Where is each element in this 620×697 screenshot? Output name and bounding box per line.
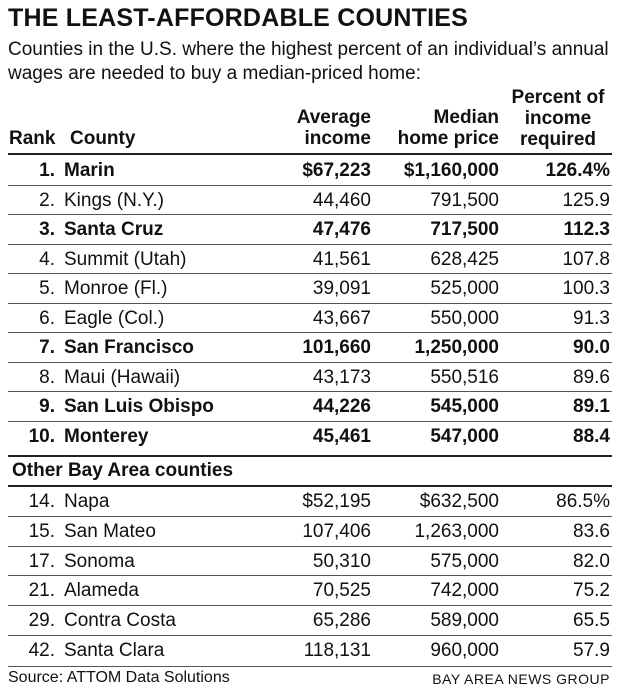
- income-cell: 101,660: [302, 337, 371, 358]
- table-row: [0, 422, 620, 452]
- pct-cell: 90.0: [573, 337, 610, 358]
- price-cell: 525,000: [430, 278, 499, 299]
- chart-title: THE LEAST-AFFORDABLE COUNTIES: [8, 4, 468, 32]
- section-rule: [8, 455, 612, 457]
- income-cell: 39,091: [312, 278, 371, 299]
- header-rank: Rank: [9, 128, 56, 149]
- pct-cell: 82.0: [573, 550, 610, 572]
- pct-cell: 107.8: [562, 248, 610, 270]
- county-cell: Maui (Hawaii): [64, 366, 181, 388]
- section-label: Other Bay Area counties: [12, 460, 234, 481]
- county-cell: Monroe (Fl.): [64, 278, 168, 299]
- pct-cell: 126.4%: [545, 160, 610, 181]
- rank-cell: 4.: [39, 248, 55, 270]
- pct-cell: 100.3: [562, 278, 610, 299]
- rank-cell: 2.: [39, 189, 55, 211]
- price-cell: 1,250,000: [414, 337, 499, 358]
- pct-cell: 75.2: [573, 580, 610, 602]
- header-percent-required: Percent of income required: [511, 87, 605, 150]
- income-cell: 50,310: [312, 550, 371, 572]
- income-cell: 43,173: [312, 366, 371, 388]
- rank-cell: 9.: [39, 396, 55, 417]
- table-row: [0, 487, 620, 517]
- pct-cell: 86.5%: [556, 491, 610, 512]
- price-cell: $632,500: [419, 491, 499, 512]
- rank-cell: 5.: [39, 278, 55, 299]
- income-cell: $52,195: [302, 491, 371, 512]
- county-cell: Marin: [64, 160, 115, 181]
- income-cell: 41,561: [312, 248, 371, 270]
- county-cell: Contra Costa: [64, 610, 176, 632]
- price-cell: 550,000: [430, 307, 499, 329]
- pct-cell: 65.5: [573, 610, 610, 632]
- price-cell: 547,000: [430, 425, 499, 447]
- rank-cell: 8.: [39, 366, 55, 388]
- price-cell: 791,500: [430, 189, 499, 211]
- table-row: [0, 363, 620, 393]
- rank-cell: 3.: [39, 219, 55, 240]
- price-cell: 1,263,000: [414, 520, 499, 542]
- income-cell: 118,131: [303, 640, 371, 661]
- income-cell: 70,525: [312, 580, 371, 602]
- rank-cell: 1.: [39, 160, 55, 181]
- table-row: [0, 576, 620, 606]
- county-cell: Monterey: [64, 425, 149, 447]
- table-row: [0, 333, 620, 363]
- credit-line: BAY AREA NEWS GROUP: [432, 671, 610, 687]
- income-cell: $67,223: [302, 160, 371, 181]
- pct-cell: 125.9: [562, 189, 610, 211]
- pct-cell: 89.1: [573, 396, 610, 417]
- rank-cell: 29.: [28, 610, 55, 632]
- table-row: [0, 245, 620, 275]
- price-cell: 960,000: [430, 640, 499, 661]
- price-cell: 550,516: [430, 366, 499, 388]
- price-cell: 717,500: [430, 219, 499, 240]
- income-cell: 65,286: [312, 610, 371, 632]
- rank-cell: 42.: [28, 640, 55, 661]
- rank-cell: 15.: [28, 520, 55, 542]
- table-row: [0, 517, 620, 547]
- county-cell: Napa: [64, 491, 110, 512]
- section-rule: [8, 666, 612, 667]
- table-row: [0, 186, 620, 216]
- table-row: [0, 636, 620, 666]
- section-rule: [8, 485, 612, 487]
- rank-cell: 7.: [39, 337, 55, 358]
- table-row: [0, 274, 620, 304]
- rank-cell: 21.: [28, 580, 55, 602]
- pct-cell: 83.6: [573, 520, 610, 542]
- county-cell: San Luis Obispo: [64, 396, 214, 417]
- income-cell: 43,667: [312, 307, 371, 329]
- table-row: [0, 304, 620, 334]
- header-rule: [8, 153, 612, 155]
- pct-cell: 91.3: [573, 307, 610, 329]
- price-cell: 545,000: [430, 396, 499, 417]
- price-cell: 575,000: [430, 550, 499, 572]
- header-median-home-price: Median home price: [397, 107, 499, 149]
- header-county: County: [70, 128, 136, 149]
- income-cell: 44,460: [312, 189, 371, 211]
- income-cell: 107,406: [302, 520, 371, 542]
- county-cell: Santa Clara: [64, 640, 165, 661]
- rank-cell: 6.: [39, 307, 55, 329]
- county-cell: Eagle (Col.): [64, 307, 165, 329]
- table-row: [0, 392, 620, 422]
- pct-cell: 89.6: [573, 366, 610, 388]
- pct-cell: 88.4: [573, 425, 610, 447]
- income-cell: 45,461: [312, 425, 371, 447]
- table-row: [0, 606, 620, 636]
- county-cell: Santa Cruz: [64, 219, 164, 240]
- income-cell: 47,476: [312, 219, 371, 240]
- price-cell: 628,425: [430, 248, 499, 270]
- table-row: [0, 215, 620, 245]
- pct-cell: 57.9: [573, 640, 610, 661]
- source-note: Source: ATTOM Data Solutions: [8, 669, 230, 686]
- rank-cell: 10.: [28, 425, 55, 447]
- county-cell: San Mateo: [64, 520, 156, 542]
- county-cell: San Francisco: [64, 337, 194, 358]
- county-cell: Summit (Utah): [64, 248, 187, 270]
- price-cell: $1,160,000: [403, 160, 499, 181]
- table-row: [0, 547, 620, 577]
- income-cell: 44,226: [312, 396, 371, 417]
- rank-cell: 14.: [28, 491, 55, 512]
- rank-cell: 17.: [28, 550, 55, 572]
- price-cell: 742,000: [430, 580, 499, 602]
- chart-subtitle: Counties in the U.S. where the highest percent of an individual’s annual wages are needed to buy a median-priced home:: [8, 39, 609, 84]
- county-cell: Alameda: [64, 580, 139, 602]
- header-average-income: Average income: [296, 107, 371, 149]
- county-cell: Kings (N.Y.): [64, 189, 164, 211]
- table-row: [0, 156, 620, 186]
- price-cell: 589,000: [430, 610, 499, 632]
- pct-cell: 112.3: [563, 219, 610, 240]
- county-cell: Sonoma: [64, 550, 135, 572]
